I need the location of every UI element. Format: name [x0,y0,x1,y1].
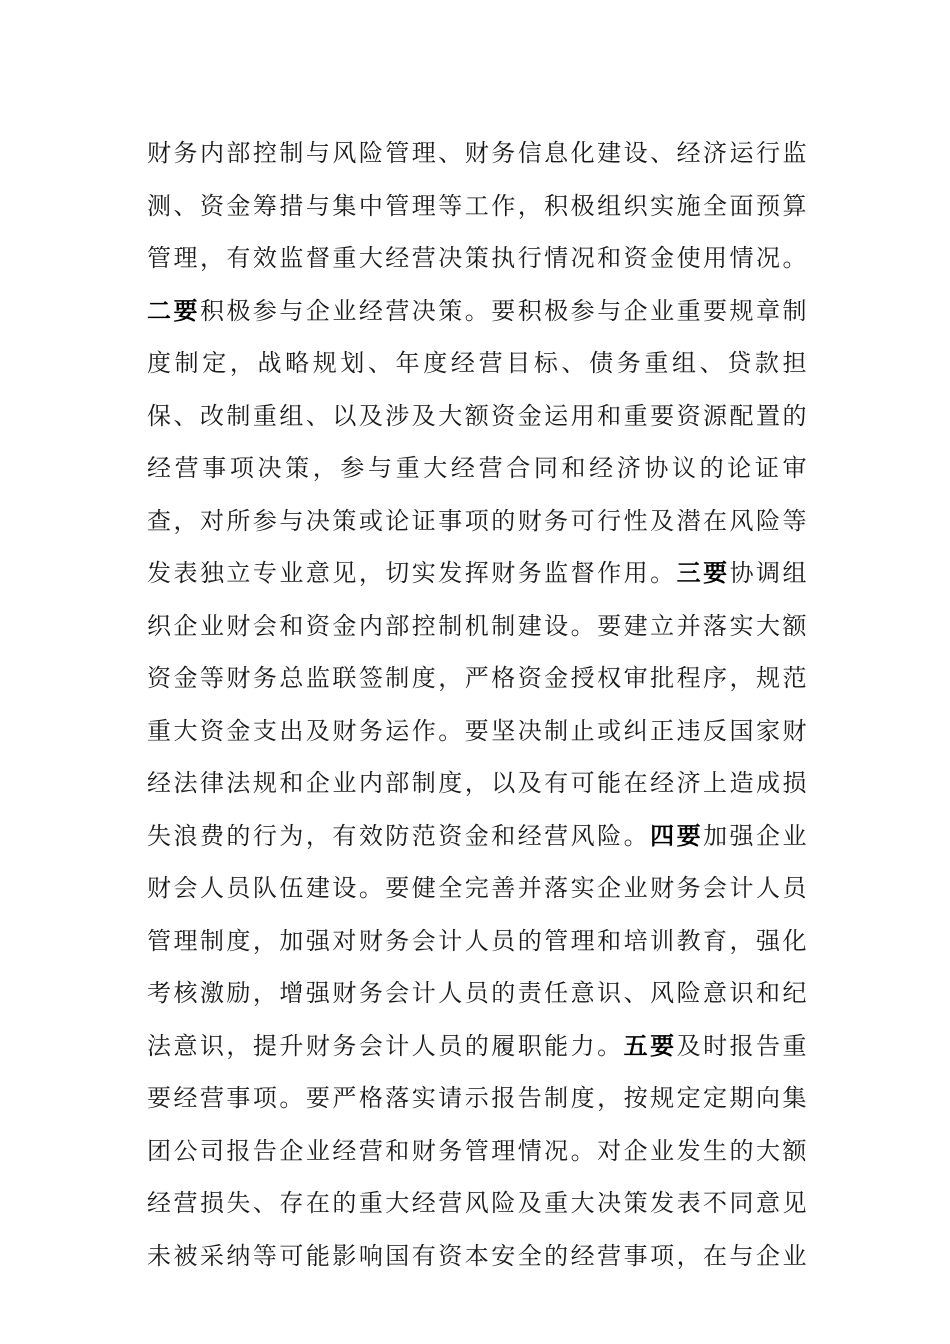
section-marker: 二要 [147,296,200,325]
text-segment: 发表独立专业意见，切实发挥财务监督作用。 [147,559,677,587]
text-line [147,180,807,233]
text-segment: 资金等财务总监联签制度，严格资金授权审批程序，规范 [147,664,807,692]
text-line [147,495,807,548]
text-line [147,967,807,1020]
text-segment: 经营损失、存在的重大经营风险及重大决策发表不同意见 [147,1189,807,1217]
section-marker: 四要 [650,821,704,850]
text-line [147,337,807,390]
text-segment: 加强企业 [703,821,808,850]
text-segment: 重大资金支出及财务运作。要坚决制止或纠正违反国家财 [147,716,807,745]
text-line [147,442,807,495]
body-text [147,127,807,1282]
text-line [147,1072,807,1125]
text-line [147,600,807,653]
text-segment: 度制定，战略规划、年度经营目标、债务重组、贷款担 [147,349,807,377]
text-segment: 团公司报告企业经营和财务管理情况。对企业发生的大额 [147,1136,807,1165]
text-segment: 测、资金筹措与集中管理等工作，积极组织实施全面预算 [147,191,807,220]
text-line [147,862,807,915]
text-segment: 法意识，提升财务会计人员的履职能力。 [147,1031,624,1060]
text-segment: 积极参与企业经营决策。要积极参与企业重要规章制 [199,296,808,325]
text-line [147,127,807,180]
text-segment: 查，对所参与决策或论证事项的财务可行性及潜在风险等 [147,506,807,535]
text-segment: 财会人员队伍建设。要健全完善并落实企业财务会计人员 [147,874,807,902]
text-segment: 经法律法规和企业内部制度，以及有可能在经济上造成损 [147,769,807,797]
text-line [147,1177,807,1230]
section-marker: 三要 [676,559,730,587]
text-segment: 协调组 [729,559,808,587]
text-segment: 及时报告重 [676,1031,808,1060]
text-line [147,810,807,863]
text-segment: 管理制度，加强对财务会计人员的管理和培训教育，强化 [147,926,807,955]
text-segment: 未被采纳等可能影响国有资本安全的经营事项，在与企业 [147,1241,807,1270]
text-segment: 管理，有效监督重大经营决策执行情况和资金使用情况。 [147,244,807,272]
text-line [147,915,807,968]
text-line [147,1125,807,1178]
text-segment: 失浪费的行为，有效防范资金和经营风险。 [147,821,651,850]
text-line [147,232,807,285]
text-line [147,757,807,810]
text-segment: 织企业财会和资金内部控制机制建设。要建立并落实大额 [147,611,807,640]
text-line [147,705,807,758]
text-line [147,1020,807,1073]
text-line [147,547,807,600]
text-line [147,652,807,705]
text-segment: 保、改制重组、以及涉及大额资金运用和重要资源配置的 [147,401,807,430]
text-line [147,285,807,338]
text-segment: 经营事项决策，参与重大经营合同和经济协议的论证审 [147,454,807,482]
section-marker: 五要 [623,1031,677,1060]
text-segment: 财务内部控制与风险管理、财务信息化建设、经济运行监 [147,139,807,167]
text-segment: 要经营事项。要严格落实请示报告制度，按规定定期向集 [147,1084,807,1112]
text-line [147,1230,807,1283]
text-segment: 考核激励，增强财务会计人员的责任意识、风险意识和纪 [147,979,807,1007]
text-line [147,390,807,443]
